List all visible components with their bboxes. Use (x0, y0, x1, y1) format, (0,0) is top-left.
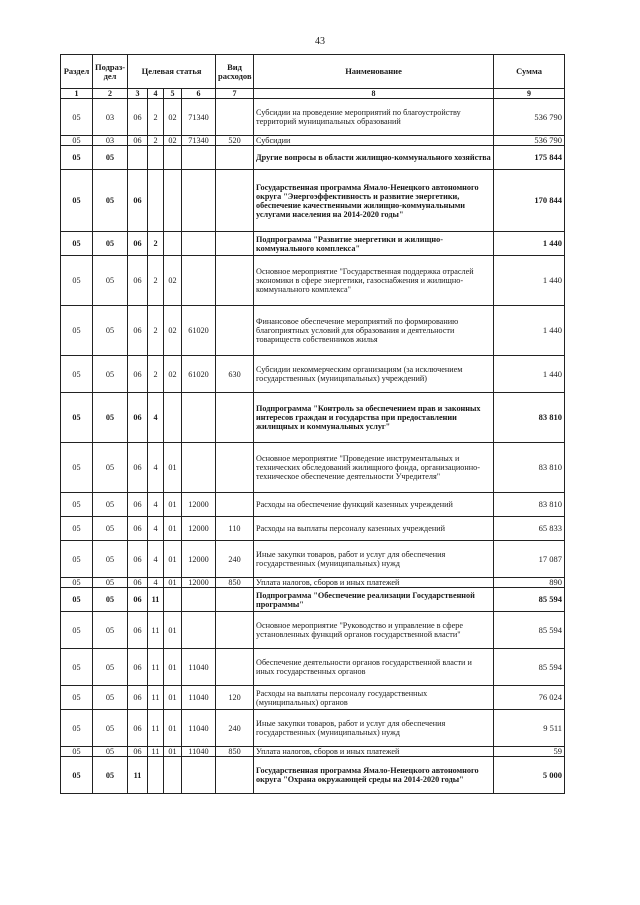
cell-sum: 890 (494, 578, 565, 588)
cell-target-2: 11 (148, 747, 164, 757)
cell-target-1: 06 (128, 517, 148, 541)
cell-target-3 (164, 232, 182, 256)
cell-name: Подпрограмма "Развитие энергетики и жилищно-коммунального комплекса" (254, 232, 494, 256)
cell-name: Финансовое обеспечение мероприятий по формированию благоприятных условий для образования и деятельности товариществ собственников жилья (254, 306, 494, 356)
cell-target-2: 2 (148, 356, 164, 393)
cell-target-4: 61020 (182, 356, 216, 393)
cell-target-3 (164, 146, 182, 170)
cell-target-3 (164, 757, 182, 794)
cell-podrazdel: 05 (93, 493, 128, 517)
cell-target-3: 01 (164, 747, 182, 757)
cell-podrazdel: 05 (93, 306, 128, 356)
cell-target-3 (164, 170, 182, 232)
cell-target-1: 06 (128, 136, 148, 146)
table-row (61, 541, 565, 578)
cell-target-1: 11 (128, 757, 148, 794)
col-number: 5 (164, 89, 182, 99)
header-name: Наименование (254, 55, 494, 89)
header-razdel: Раздел (61, 55, 93, 89)
col-number: 8 (254, 89, 494, 99)
header-sum: Сумма (494, 55, 565, 89)
table-row (61, 588, 565, 612)
cell-razdel: 05 (61, 99, 93, 136)
cell-target-3: 01 (164, 493, 182, 517)
cell-target-3: 01 (164, 649, 182, 686)
cell-name: Государственная программа Ямало-Ненецкого автономного округа "Охрана окружающей среды на 2014-2020 годы" (254, 757, 494, 794)
cell-podrazdel: 05 (93, 649, 128, 686)
cell-sum: 9 511 (494, 710, 565, 747)
cell-vid (216, 393, 254, 443)
cell-name: Субсидии (254, 136, 494, 146)
cell-razdel: 05 (61, 493, 93, 517)
cell-podrazdel: 05 (93, 747, 128, 757)
table-row (61, 232, 565, 256)
cell-sum: 83 810 (494, 393, 565, 443)
col-number: 6 (182, 89, 216, 99)
cell-vid: 120 (216, 686, 254, 710)
cell-razdel: 05 (61, 256, 93, 306)
cell-target-4: 12000 (182, 517, 216, 541)
cell-podrazdel: 05 (93, 686, 128, 710)
table-row (61, 757, 565, 794)
cell-target-4: 11040 (182, 710, 216, 747)
header-vid: Вид расходов (216, 55, 254, 89)
cell-sum: 5 000 (494, 757, 565, 794)
cell-target-3: 02 (164, 136, 182, 146)
cell-target-4: 12000 (182, 493, 216, 517)
table-row (61, 99, 565, 136)
cell-razdel: 05 (61, 170, 93, 232)
cell-target-2: 4 (148, 393, 164, 443)
cell-podrazdel: 05 (93, 393, 128, 443)
cell-sum: 1 440 (494, 356, 565, 393)
cell-target-4 (182, 612, 216, 649)
cell-target-4 (182, 170, 216, 232)
cell-name: Основное мероприятие "Проведение инструментальных и технических обследований жилищного фонда, организационно-техническое обеспечение деятельности Учредителя" (254, 443, 494, 493)
cell-vid (216, 170, 254, 232)
cell-target-1: 06 (128, 649, 148, 686)
cell-razdel: 05 (61, 686, 93, 710)
cell-target-1: 06 (128, 541, 148, 578)
cell-target-4: 12000 (182, 578, 216, 588)
cell-name: Уплата налогов, сборов и иных платежей (254, 747, 494, 757)
cell-sum: 1 440 (494, 306, 565, 356)
cell-target-4 (182, 443, 216, 493)
cell-sum: 17 087 (494, 541, 565, 578)
cell-target-4: 12000 (182, 541, 216, 578)
cell-razdel: 05 (61, 517, 93, 541)
cell-podrazdel: 05 (93, 170, 128, 232)
cell-target-4 (182, 588, 216, 612)
cell-name: Субсидии некоммерческим организациям (за исключением государственных (муниципальных) учреждений) (254, 356, 494, 393)
cell-target-3: 01 (164, 443, 182, 493)
cell-podrazdel: 05 (93, 612, 128, 649)
cell-name: Государственная программа Ямало-Ненецкого автономного округа "Энергоэффективность и развитие энергетики, обеспечение качественными жилищно-коммунальными услугами населения на 2014-2020 годы" (254, 170, 494, 232)
cell-sum: 1 440 (494, 256, 565, 306)
cell-target-2 (148, 146, 164, 170)
cell-name: Субсидии на проведение мероприятий по благоустройству территорий муниципальных образований (254, 99, 494, 136)
table-row (61, 306, 565, 356)
table-row (61, 256, 565, 306)
cell-target-4: 11040 (182, 649, 216, 686)
cell-vid (216, 757, 254, 794)
cell-target-1 (128, 146, 148, 170)
col-number: 3 (128, 89, 148, 99)
cell-razdel: 05 (61, 393, 93, 443)
cell-target-3: 01 (164, 517, 182, 541)
table-row (61, 356, 565, 393)
cell-target-1: 06 (128, 170, 148, 232)
cell-target-1: 06 (128, 232, 148, 256)
cell-target-1: 06 (128, 443, 148, 493)
cell-target-2: 4 (148, 541, 164, 578)
col-number: 1 (61, 89, 93, 99)
cell-name: Основное мероприятие "Руководство и управление в сфере установленных функций органов государственной власти" (254, 612, 494, 649)
cell-sum: 175 844 (494, 146, 565, 170)
cell-target-2: 2 (148, 256, 164, 306)
cell-sum: 536 790 (494, 136, 565, 146)
cell-target-2: 11 (148, 686, 164, 710)
cell-target-1: 06 (128, 99, 148, 136)
cell-vid (216, 588, 254, 612)
cell-vid (216, 443, 254, 493)
cell-razdel: 05 (61, 136, 93, 146)
cell-vid: 630 (216, 356, 254, 393)
cell-name: Обеспечение деятельности органов государственной власти и иных государственных органов (254, 649, 494, 686)
table-row (61, 517, 565, 541)
cell-podrazdel: 05 (93, 517, 128, 541)
table-row (61, 393, 565, 443)
cell-name: Иные закупки товаров, работ и услуг для обеспечения государственных (муниципальных) нужд (254, 541, 494, 578)
cell-name: Другие вопросы в области жилищно-коммунального хозяйства (254, 146, 494, 170)
table-row (61, 170, 565, 232)
cell-vid: 850 (216, 747, 254, 757)
cell-name: Расходы на выплаты персоналу казенных учреждений (254, 517, 494, 541)
cell-razdel: 05 (61, 612, 93, 649)
cell-name: Уплата налогов, сборов и иных платежей (254, 578, 494, 588)
cell-vid (216, 99, 254, 136)
cell-target-3 (164, 393, 182, 443)
cell-target-1: 06 (128, 393, 148, 443)
cell-target-2: 2 (148, 136, 164, 146)
cell-razdel: 05 (61, 443, 93, 493)
table-row (61, 747, 565, 757)
cell-podrazdel: 05 (93, 578, 128, 588)
cell-vid (216, 256, 254, 306)
cell-target-4 (182, 757, 216, 794)
cell-target-3: 02 (164, 306, 182, 356)
cell-target-2 (148, 170, 164, 232)
cell-target-3: 01 (164, 578, 182, 588)
cell-target-2: 4 (148, 578, 164, 588)
table-row (61, 710, 565, 747)
col-number: 4 (148, 89, 164, 99)
cell-target-1: 06 (128, 612, 148, 649)
cell-target-2: 4 (148, 493, 164, 517)
cell-podrazdel: 05 (93, 588, 128, 612)
cell-podrazdel: 05 (93, 541, 128, 578)
cell-razdel: 05 (61, 649, 93, 686)
cell-target-1: 06 (128, 306, 148, 356)
cell-razdel: 05 (61, 146, 93, 170)
cell-target-3: 02 (164, 99, 182, 136)
table-row (61, 686, 565, 710)
cell-target-3: 02 (164, 356, 182, 393)
cell-name: Расходы на выплаты персоналу государственных (муниципальных) органов (254, 686, 494, 710)
table-row (61, 612, 565, 649)
cell-target-4: 71340 (182, 136, 216, 146)
table-row (61, 443, 565, 493)
cell-target-2: 11 (148, 649, 164, 686)
cell-vid: 110 (216, 517, 254, 541)
cell-podrazdel: 05 (93, 232, 128, 256)
header-podrazdel: Подраз-дел (93, 55, 128, 89)
cell-podrazdel: 05 (93, 757, 128, 794)
cell-razdel: 05 (61, 747, 93, 757)
table-row (61, 493, 565, 517)
cell-vid (216, 649, 254, 686)
cell-target-1: 06 (128, 747, 148, 757)
col-number: 2 (93, 89, 128, 99)
cell-sum: 83 810 (494, 493, 565, 517)
cell-name: Подпрограмма "Обеспечение реализации Государственной программы" (254, 588, 494, 612)
cell-sum: 76 024 (494, 686, 565, 710)
cell-vid: 240 (216, 710, 254, 747)
table-row (61, 136, 565, 146)
cell-razdel: 05 (61, 356, 93, 393)
cell-target-1: 06 (128, 493, 148, 517)
table-body (61, 99, 565, 794)
cell-target-1: 06 (128, 356, 148, 393)
cell-target-1: 06 (128, 256, 148, 306)
cell-name: Основное мероприятие "Государственная поддержка отраслей экономики в сфере энергетики, газоснабжения и жилищно-коммунального комплекса" (254, 256, 494, 306)
cell-target-2: 11 (148, 612, 164, 649)
cell-vid (216, 146, 254, 170)
cell-vid: 240 (216, 541, 254, 578)
col-number: 9 (494, 89, 565, 99)
cell-vid: 520 (216, 136, 254, 146)
cell-sum: 1 440 (494, 232, 565, 256)
cell-target-1: 06 (128, 710, 148, 747)
cell-target-4: 61020 (182, 306, 216, 356)
cell-vid: 850 (216, 578, 254, 588)
cell-target-4 (182, 393, 216, 443)
cell-podrazdel: 03 (93, 99, 128, 136)
cell-sum: 83 810 (494, 443, 565, 493)
header-target: Целевая статья (128, 55, 216, 89)
cell-target-3: 01 (164, 686, 182, 710)
cell-target-4 (182, 232, 216, 256)
cell-target-2: 2 (148, 99, 164, 136)
cell-sum: 170 844 (494, 170, 565, 232)
cell-name: Подпрограмма "Контроль за обеспечением прав и законных интересов граждан и государства при предоставлении жилищных и коммунальных услуг" (254, 393, 494, 443)
page-number: 43 (315, 36, 325, 47)
cell-target-2: 11 (148, 710, 164, 747)
cell-target-4 (182, 256, 216, 306)
cell-target-3: 01 (164, 612, 182, 649)
cell-target-4: 71340 (182, 99, 216, 136)
cell-target-1: 06 (128, 588, 148, 612)
budget-table (60, 54, 565, 794)
cell-target-1: 06 (128, 578, 148, 588)
cell-razdel: 05 (61, 578, 93, 588)
cell-target-2 (148, 757, 164, 794)
cell-razdel: 05 (61, 710, 93, 747)
table-row (61, 578, 565, 588)
cell-podrazdel: 03 (93, 136, 128, 146)
table-row (61, 649, 565, 686)
cell-sum: 59 (494, 747, 565, 757)
cell-target-2: 2 (148, 306, 164, 356)
cell-target-2: 4 (148, 517, 164, 541)
cell-sum: 85 594 (494, 649, 565, 686)
cell-razdel: 05 (61, 232, 93, 256)
table-row (61, 146, 565, 170)
cell-podrazdel: 05 (93, 443, 128, 493)
cell-sum: 85 594 (494, 588, 565, 612)
cell-target-3 (164, 588, 182, 612)
cell-target-4: 11040 (182, 747, 216, 757)
cell-razdel: 05 (61, 588, 93, 612)
cell-podrazdel: 05 (93, 356, 128, 393)
cell-razdel: 05 (61, 541, 93, 578)
cell-podrazdel: 05 (93, 710, 128, 747)
cell-vid (216, 493, 254, 517)
cell-target-2: 4 (148, 443, 164, 493)
cell-target-3: 01 (164, 710, 182, 747)
cell-target-1: 06 (128, 686, 148, 710)
cell-sum: 536 790 (494, 99, 565, 136)
cell-vid (216, 306, 254, 356)
cell-target-4: 11040 (182, 686, 216, 710)
cell-target-4 (182, 146, 216, 170)
cell-target-3: 01 (164, 541, 182, 578)
cell-name: Иные закупки товаров, работ и услуг для обеспечения государственных (муниципальных) нужд (254, 710, 494, 747)
col-number: 7 (216, 89, 254, 99)
cell-podrazdel: 05 (93, 146, 128, 170)
cell-target-2: 11 (148, 588, 164, 612)
cell-target-2: 2 (148, 232, 164, 256)
cell-razdel: 05 (61, 757, 93, 794)
cell-name: Расходы на обеспечение функций казенных учреждений (254, 493, 494, 517)
cell-podrazdel: 05 (93, 256, 128, 306)
cell-vid (216, 612, 254, 649)
cell-razdel: 05 (61, 306, 93, 356)
cell-sum: 85 594 (494, 612, 565, 649)
cell-sum: 65 833 (494, 517, 565, 541)
cell-target-3: 02 (164, 256, 182, 306)
cell-vid (216, 232, 254, 256)
